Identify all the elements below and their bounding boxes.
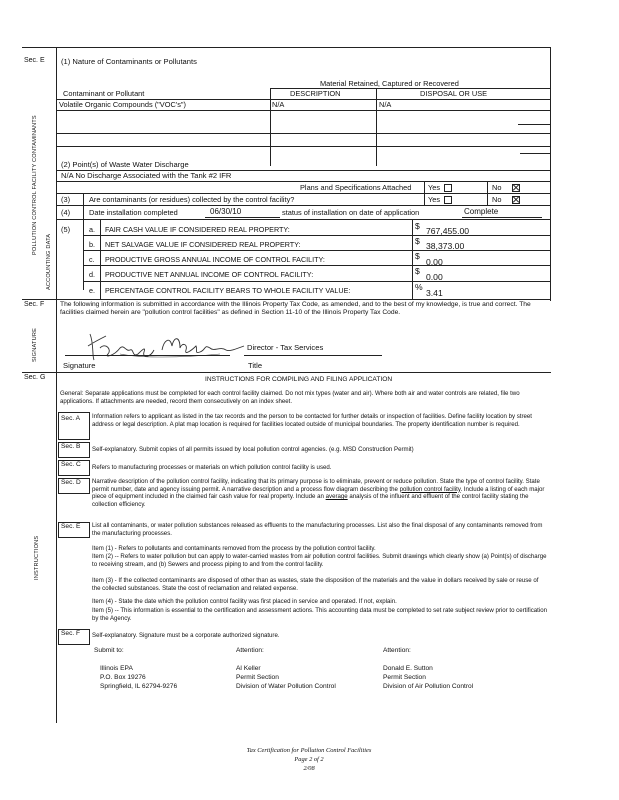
c-text: PRODUCTIVE GROSS ANNUAL INCOME OF CONTROL FACILITY: <box>105 255 325 264</box>
attention-1: Attention: <box>236 647 264 654</box>
e-text: PERCENTAGE CONTROL FACILITY BEARS TO WHOLE FACILITY VALUE: <box>105 286 351 295</box>
addr3-line3: Division of Air Pollution Control <box>383 683 474 690</box>
sec-g-heading: INSTRUCTIONS FOR COMPILING AND FILING APPLICATION <box>205 376 393 383</box>
sec-f-g-text: Self-explanatory. Signature must be a corporate authorized signature. <box>92 632 280 639</box>
title-value[interactable]: Director - Tax Services <box>247 343 324 352</box>
right-border-sec-e <box>550 47 551 301</box>
sec-e-g-item3: Item (3) - If the collected contaminants are disposed of other than as wastes, state the disposition of the materials and the value in dollars received by sale or reuse of the collected substances. State the cost of reclamation and related expense. <box>92 577 539 592</box>
table-row-rule-1 <box>57 110 550 111</box>
sec-e-g-intro: List all contaminants, or water pollution substances released as effluents to the manufacturing processes. List also the final disposal of any contaminants removed from the manufacturing processes. <box>92 522 543 537</box>
material-header: Material Retained, Captured or Recovered <box>320 79 459 88</box>
sec-c-label: Sec. C <box>61 461 81 468</box>
b-dollar: $ <box>415 236 420 246</box>
addr2-line2: Permit Section <box>236 674 279 681</box>
general-text: General: Separate applications must be completed for each control facility claimed. Do not mix types (water and air). Where both air and water controls are related, file two applications. If attachments are needed, record them consecutively on an index sheet. <box>60 390 520 405</box>
sec-g-rule <box>22 372 551 373</box>
addr1-line2: P.O. Box 19276 <box>100 674 146 681</box>
item2-value-rule <box>57 181 550 182</box>
b-text: NET SALVAGE VALUE IF CONSIDERED REAL PROPERTY: <box>105 240 301 249</box>
a-value[interactable]: 767,455.00 <box>426 226 470 236</box>
col-description: DESCRIPTION <box>290 89 341 98</box>
left-column-divider <box>56 47 57 723</box>
e-letter: e. <box>89 286 95 295</box>
item2-title: (2) Point(s) of Waste Water Discharge <box>61 160 189 169</box>
table-row-mark-2 <box>520 153 550 154</box>
item2-value: N/A No Discharge Associated with the Tank #2 IFR <box>61 171 232 180</box>
col-disposal: DISPOSAL OR USE <box>420 89 488 98</box>
sec-f-side-label: SIGNATURE <box>32 327 38 362</box>
footer-line3: 2/08 <box>303 765 315 772</box>
item3-yes-label: Yes <box>428 195 441 204</box>
plans-yes-checkbox[interactable] <box>444 184 452 192</box>
item3-no-label: No <box>492 195 502 204</box>
signature-word: Signature <box>63 361 96 370</box>
sec-f-label: Sec. F <box>24 301 45 308</box>
table-row-rule-2 <box>57 133 550 134</box>
sec-b-label: Sec. B <box>61 443 81 450</box>
item3-rule <box>57 205 550 206</box>
sec-e-side-label-accounting: ACCOUNTING DATA <box>46 233 52 290</box>
d-text: PRODUCTIVE NET ANNUAL INCOME OF CONTROL FACILITY: <box>105 270 314 279</box>
addr3-line1: Donald E. Sutton <box>383 665 433 672</box>
d-value[interactable]: 0.00 <box>426 272 443 282</box>
item4-rule <box>57 219 550 220</box>
table-row-rule-3 <box>57 146 550 147</box>
row1-disposal: N/A <box>379 100 392 109</box>
sec-d-text-1: Narrative description of the pollution control facility, indicating that its primary purpose is to eliminate, prevent or reduce pollution. State the type of control facility. State permit number, date and agency issuing permit. A narrative description and a process flow diagram describing the <box>92 478 540 493</box>
title-line <box>244 355 382 356</box>
items-num-divider <box>83 193 84 290</box>
item4-mid: status of installation on date of application <box>282 208 420 217</box>
addr2-line3: Division of Water Pollution Control <box>236 683 336 690</box>
d-letter: d. <box>89 270 95 279</box>
sec-e-g-item2: Item (2) -- Refers to water pollution but can apply to water-carried wastes from air pollution control facilities. Submit drawings which clearly show (a) Point(s) of discharge to receiving stream, and (b) Sewers and process piping to and from the control facility. <box>92 553 547 568</box>
item3-text: Are contaminants (or residues) collected by the control facility? <box>89 195 295 204</box>
sec-c-text: Refers to manufacturing processes or materials on which pollution control facility is used. <box>92 464 332 471</box>
sec-e-g-label: Sec. E <box>61 523 81 530</box>
b-value[interactable]: 38,373.00 <box>426 241 465 251</box>
c-value[interactable]: 0.00 <box>426 257 443 267</box>
sec-e-g-item4: Item (4) - State the date which the pollution control facility was first placed in service and operated. If not, explain. <box>92 598 397 605</box>
sec-a-label: Sec. A <box>61 415 81 422</box>
sec-f-rule <box>22 299 551 300</box>
col-contaminant: Contaminant or Pollutant <box>63 89 145 98</box>
e-value[interactable]: 3.41 <box>426 288 443 298</box>
sec-d-text-3: analysis of the influent and effluent of the control facility stating the collection efficiency. <box>92 493 529 509</box>
letters-divider <box>100 219 101 299</box>
d-dollar: $ <box>415 266 420 276</box>
sec-f-statement: The following information is submitted in accordance with the Illinois Property Tax Code, as amended, and to the best of my knowledge, is true and correct. The facilities claimed herein are "pollution control facilities" as defined in Section 11-10 of the Illinois Property Tax Code. <box>60 301 531 317</box>
top-rule <box>22 47 551 48</box>
addr1-line3: Springfield, IL 62794-9276 <box>100 683 178 690</box>
plans-no <box>492 184 520 192</box>
title-word: Title <box>248 361 263 370</box>
plans-no-checkbox[interactable] <box>512 184 520 192</box>
handwritten-signature <box>80 328 250 364</box>
item4-status[interactable]: Complete <box>464 207 499 216</box>
footer-line2: Page 2 of 2 <box>294 756 324 763</box>
item3-yes <box>428 196 452 204</box>
sec-e-side-label: POLLUTION CONTROL FACILITY CONTAMINANTS <box>32 115 38 255</box>
item4-date-line <box>205 217 280 218</box>
plans-yes <box>428 184 452 192</box>
table-divider-1 <box>270 88 271 166</box>
sec-d-text-underlined-1: pollution control facility <box>399 485 461 493</box>
item5-num: (5) <box>61 225 71 234</box>
addr2-line1: Al Keller <box>236 665 261 672</box>
row1-description: N/A <box>272 100 285 109</box>
c-rule <box>83 265 550 266</box>
sec-d-text-underlined-2: average <box>325 493 348 501</box>
a-rule <box>83 235 550 236</box>
item3-num: (3) <box>61 195 71 204</box>
sec-d-label: Sec. D <box>61 479 81 486</box>
sec-e-g-item1: Item (1) - Refers to pollutants and contaminants removed from the process by the pollution control facility. <box>92 545 376 552</box>
footer-line1: Tax Certification for Pollution Control Facilities <box>246 747 372 754</box>
addr1-line1: Illinois EPA <box>100 665 133 672</box>
row1-contaminant: Volatile Organic Compounds ("VOC's") <box>59 100 187 109</box>
item3-no <box>492 196 520 204</box>
b-rule <box>83 250 550 251</box>
plans-rule <box>57 193 550 194</box>
values-divider <box>412 219 413 299</box>
item1-title: (1) Nature of Contaminants or Pollutants <box>61 57 197 66</box>
plans-label: Plans and Specifications Attached <box>300 183 412 192</box>
table-row-mark <box>518 124 550 125</box>
plans-yes-label: Yes <box>428 183 441 192</box>
sec-e-label: Sec. E <box>24 57 45 64</box>
submit-to: Submit to: <box>94 647 124 654</box>
sec-g-side-label: INSTRUCTIONS <box>34 535 40 580</box>
addr3-line2: Permit Section <box>383 674 426 681</box>
sec-a-text: Information refers to applicant as listed in the tax records and the person to be contacted for further details or inspection of facilities. Define facility location by street address or legal description. A plat map location is required for facilities located outside of municipal boundaries. The property identification number is required. <box>92 413 532 428</box>
e-percent: % <box>415 282 423 292</box>
a-letter: a. <box>89 225 95 234</box>
signature-line <box>65 355 230 356</box>
item3-no-checkbox[interactable] <box>512 196 520 204</box>
item4-status-line <box>462 217 542 218</box>
attention-2: Attention: <box>383 647 411 654</box>
item4-date[interactable]: 06/30/10 <box>210 207 242 216</box>
item4-pre: Date installation completed <box>89 208 178 217</box>
sec-f-g-label: Sec. F <box>61 630 81 637</box>
plans-no-label: No <box>492 183 502 192</box>
item4-num: (4) <box>61 208 71 217</box>
c-dollar: $ <box>415 251 420 261</box>
table-divider-2 <box>376 88 377 166</box>
a-dollar: $ <box>415 221 420 231</box>
c-letter: c. <box>89 255 95 264</box>
a-text: FAIR CASH VALUE IF CONSIDERED REAL PROPERTY: <box>105 225 290 234</box>
d-rule <box>83 281 550 282</box>
sec-d-text-2: . Include a listing of each major piece of equipment included in the claimed fair cash value for real property. Include an <box>92 485 545 501</box>
sec-g-label: Sec. G <box>24 374 46 381</box>
b-letter: b. <box>89 240 95 249</box>
sec-d-text <box>92 478 547 509</box>
sec-e-g-item5: Item (5) -- This information is essential to the certification and assessment actions. This accounting data must be completed to set rate subject review prior to certification by the Agency. <box>92 607 547 622</box>
item3-yes-checkbox[interactable] <box>444 196 452 204</box>
sec-b-text: Self-explanatory. Submit copies of all permits issued by local pollution control agencies. (e.g. MSD Construction Permit) <box>92 446 414 453</box>
